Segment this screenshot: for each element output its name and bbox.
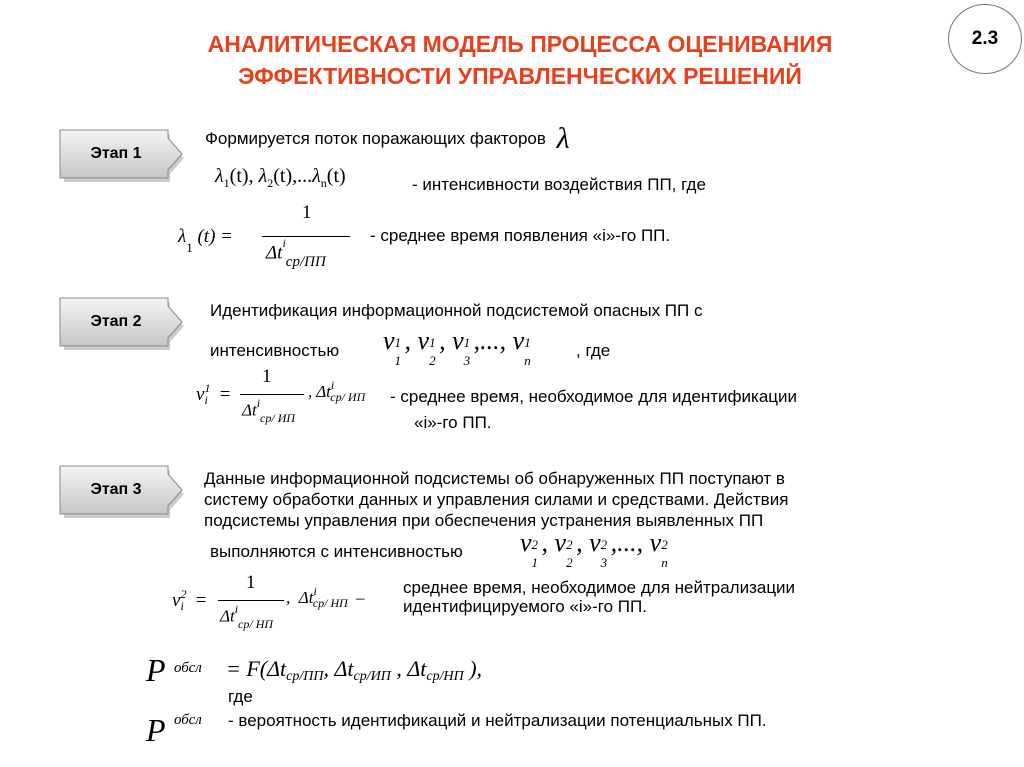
stage-2-line-2 xyxy=(210,340,339,362)
nu1-sequence-formula: ν 1 1 , ν 1 2 , ν 1 3 ,..., ν 1 n xyxy=(383,326,531,368)
stage-3-line-1: Данные информационной подсистемы об обнаруженных ПП поступают в xyxy=(204,469,785,488)
stage-3-line-5: среднее время, необходимое для нейтрализации xyxy=(403,578,796,597)
title-line-2: ЭФФЕКТИВНОСТИ УПРАВЛЕНЧЕСКИХ РЕШЕНИЙ xyxy=(238,63,802,89)
stage-1-line-2: - интенсивности воздействия ПП, где xyxy=(412,175,706,194)
stage-3-line-6: идентифицируемого «i»-го ПП. xyxy=(403,597,647,616)
lambda-sequence-formula: $\lambda_1(t)$, $\lambda_2(t),...\lambda_n(t)$ xyxy=(215,165,346,190)
stage-1-text-1: Формируется поток поражающих факторов xyxy=(205,129,546,148)
stage-1-line-3: - среднее время появления «i»-го ПП. xyxy=(370,226,671,245)
stage-3-note xyxy=(403,578,795,616)
stage-1-label: Этап 1 xyxy=(90,145,142,162)
nu1-i-formula: $\nu^1_i$ = 1 $\Delta t^i_{ср/ ИП}$ , $\Delta t^i_{ср/ ИП}$ xyxy=(196,366,366,425)
nu2-i-formula: $\nu^2_i$ = 1 $\Delta t^i_{ср/ НП}$ , $\Delta t^i_{ср/ НП}$ – xyxy=(172,572,365,631)
stage-2-line-4: «i»-го ПП. xyxy=(414,413,492,432)
stage-3-label: Этап 3 xyxy=(90,481,142,498)
stage-3-line-2: систему обработки данных и управления силами и средствами. Действия xyxy=(204,490,789,509)
stage-3-line-3: подсистемы управления при обеспечения устранения выявленных ПП xyxy=(204,511,764,530)
stage-2-line-2-suffix: , где xyxy=(576,341,611,360)
stage-2-line-1: Идентификация информационной подсистемой опасных ПП с xyxy=(210,301,703,320)
slide-number: 2.3 xyxy=(971,28,999,49)
stage-3-box xyxy=(58,464,188,524)
probability-symbol-1: P xyxy=(146,652,166,688)
stage-2-box xyxy=(58,296,188,356)
stage-2-line-3: - среднее время, необходимое для идентификации xyxy=(390,387,798,406)
probability-symbol-2: P xyxy=(146,712,166,748)
stage-1-box xyxy=(58,128,188,188)
stage-2-label: Этап 2 xyxy=(90,313,142,330)
probability-superscript-1: обсл xyxy=(174,660,202,676)
stage-3-paragraph xyxy=(204,468,788,531)
title-line-1: АНАЛИТИЧЕСКАЯ МОДЕЛЬ ПРОЦЕССА ОЦЕНИВАНИЯ xyxy=(207,31,833,57)
stage-3-line-4: выполняются с интенсивностью xyxy=(210,542,463,561)
stage-2-text-2: интенсивностью xyxy=(210,341,340,360)
slide-title xyxy=(90,28,950,92)
stage-1-line-1 xyxy=(205,122,570,155)
slide-number-badge xyxy=(948,4,1022,74)
probability-formula: = F(Δtср/ПП, Δtср/ИП , Δtср/НП ), xyxy=(226,656,483,684)
result-where: где xyxy=(228,687,253,706)
result-description: - вероятность идентификаций и нейтрализации потенциальных ПП. xyxy=(228,711,767,730)
nu2-sequence-formula: ν 2 1 , ν 2 2 , ν 2 3 ,..., ν 2 n xyxy=(520,528,668,570)
lambda-i-formula: $\lambda_1$ (t) = 1 $\Delta t^i_{ср/ПП}$ xyxy=(178,200,358,272)
lambda-symbol: λ xyxy=(556,122,570,155)
probability-superscript-2: обсл xyxy=(174,712,202,728)
